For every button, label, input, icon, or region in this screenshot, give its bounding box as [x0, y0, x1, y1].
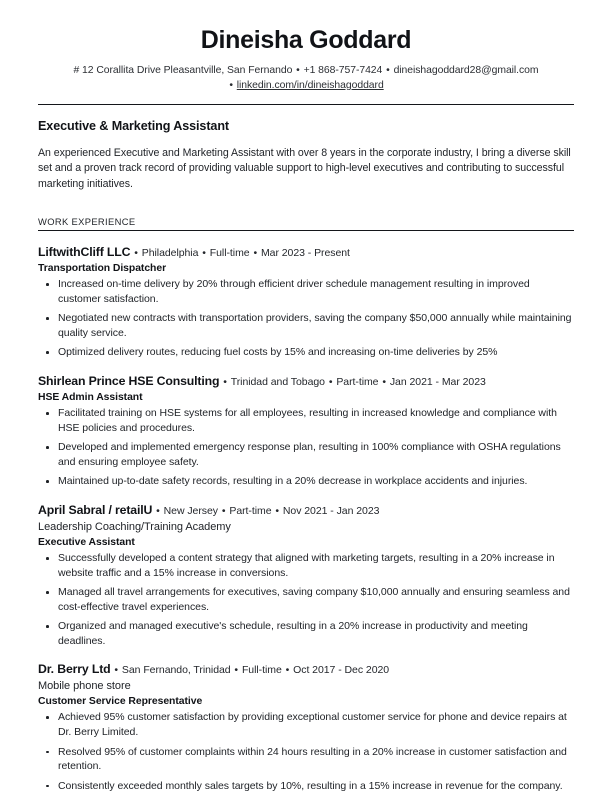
job-bullet: Developed and implemented emergency response plan, resulting in 100% compliance with OSHA regulations and ensuring employee safety. — [38, 440, 574, 469]
employment-type: Part-time — [229, 504, 272, 517]
job-header — [38, 374, 574, 390]
job-bullet-list — [38, 551, 574, 649]
employment-type: Full-time — [209, 246, 250, 259]
job-bullet: Consistently exceeded monthly sales targets by 10%, resulting in a 15% increase in revenue for the company. — [38, 779, 574, 792]
job-header — [38, 503, 574, 519]
contact-separator: • — [386, 64, 390, 76]
header-divider — [38, 104, 574, 105]
job-bullet-list — [38, 277, 574, 360]
job-dates: Nov 2021 - Jan 2023 — [282, 504, 380, 517]
job-bullet: Increased on-time delivery by 20% through efficient driver schedule management resulting in improved customer satisfaction. — [38, 277, 574, 306]
company-name: April Sabral / retailU — [38, 502, 153, 517]
contact-separator: • — [229, 79, 233, 91]
meta-separator: • — [153, 504, 163, 517]
job-bullet-list — [38, 710, 574, 792]
job-dates: Oct 2017 - Dec 2020 — [293, 664, 390, 677]
job-dates: Jan 2021 - Mar 2023 — [389, 375, 486, 388]
employment-type: Part-time — [336, 375, 379, 388]
meta-separator: • — [272, 504, 282, 517]
contact-line-primary — [38, 63, 574, 78]
meta-separator: • — [218, 504, 229, 517]
job-bullet-list — [38, 406, 574, 489]
job-bullet: Optimized delivery routes, reducing fuel costs by 15% and increasing on-time deliveries by 25% — [38, 345, 574, 360]
meta-separator: • — [250, 246, 260, 259]
job-bullet: Resolved 95% of customer complaints within 24 hours resulting in a 20% increase in customer satisfaction and retention. — [38, 745, 574, 774]
professional-summary: An experienced Executive and Marketing Assistant with over 8 years in the corporate industry, I bring a diverse skill set and a proven track record of providing valuable support to high-level executives and contributing to successful marketing initiatives. — [38, 146, 571, 190]
contact-line-secondary — [38, 78, 574, 93]
job-header — [38, 245, 574, 261]
job-bullet: Achieved 95% customer satisfaction by providing exceptional customer service for phone and device repairs at Dr. Berry Limited. — [38, 710, 574, 739]
candidate-name: Dineisha Goddard — [200, 26, 412, 54]
work-experience-divider — [38, 230, 574, 231]
job-dates: Mar 2023 - Present — [260, 246, 350, 259]
work-experience-entry — [38, 503, 574, 649]
job-location: Philadelphia — [141, 246, 199, 259]
meta-separator: • — [325, 375, 336, 388]
work-experience-entry — [38, 662, 574, 792]
job-bullet: Organized and managed executive's schedule, resulting in a 20% increase in productivity and meeting deadlines. — [38, 619, 574, 648]
meta-separator: • — [131, 246, 141, 259]
job-title: Customer Service Representative — [38, 696, 203, 708]
job-bullet: Managed all travel arrangements for executives, saving company $10,000 annually and ensuring seamless and cost-effective travel experiences. — [38, 585, 574, 614]
job-bullet: Facilitated training on HSE systems for all employees, resulting in increased knowledge and compliance with HSE policies and procedures. — [38, 406, 574, 435]
organization-subtitle: Leadership Coaching/Training Academy — [38, 520, 231, 533]
meta-separator: • — [282, 664, 293, 677]
professional-headline: Executive & Marketing Assistant — [38, 118, 230, 133]
company-name: Shirlean Prince HSE Consulting — [38, 373, 220, 388]
meta-separator: • — [220, 375, 230, 388]
meta-separator: • — [199, 246, 209, 259]
job-bullet: Successfully developed a content strategy that aligned with marketing targets, resulting in a 20% increase in website traffic and a 15% increase in conversions. — [38, 551, 574, 580]
work-experience-entry — [38, 245, 574, 360]
meta-separator: • — [111, 664, 121, 677]
job-title: Executive Assistant — [38, 536, 135, 548]
company-name: LiftwithCliff LLC — [38, 244, 131, 259]
contact-address: # 12 Corallita Drive Pleasantville, San Fernando — [73, 64, 293, 76]
job-location: New Jersey — [163, 504, 218, 517]
job-bullet: Maintained up-to-date safety records, resulting in a 20% decrease in workplace accidents and injuries. — [38, 474, 574, 489]
job-bullet: Negotiated new contracts with transportation providers, saving the company $50,000 annually while maintaining quality service. — [38, 311, 574, 340]
job-location: Trinidad and Tobago — [230, 375, 325, 388]
contact-phone: +1 868-757-7424 — [303, 64, 383, 76]
contact-email: dineishagoddard28@gmail.com — [393, 64, 539, 76]
job-header — [38, 662, 574, 678]
work-experience-list — [38, 245, 574, 792]
job-title: HSE Admin Assistant — [38, 391, 143, 403]
work-experience-entry — [38, 374, 574, 489]
meta-separator: • — [379, 375, 389, 388]
linkedin-link[interactable]: linkedin.com/in/dineishagoddard — [236, 79, 384, 91]
company-name: Dr. Berry Ltd — [38, 662, 111, 677]
organization-subtitle: Mobile phone store — [38, 680, 131, 693]
job-location: San Fernando, Trinidad — [121, 664, 231, 677]
section-label-work-experience: WORK EXPERIENCE — [38, 215, 136, 227]
contact-separator: • — [296, 64, 300, 76]
resume-header — [38, 26, 574, 93]
job-title: Transportation Dispatcher — [38, 262, 167, 274]
employment-type: Full-time — [241, 664, 282, 677]
meta-separator: • — [231, 664, 241, 677]
